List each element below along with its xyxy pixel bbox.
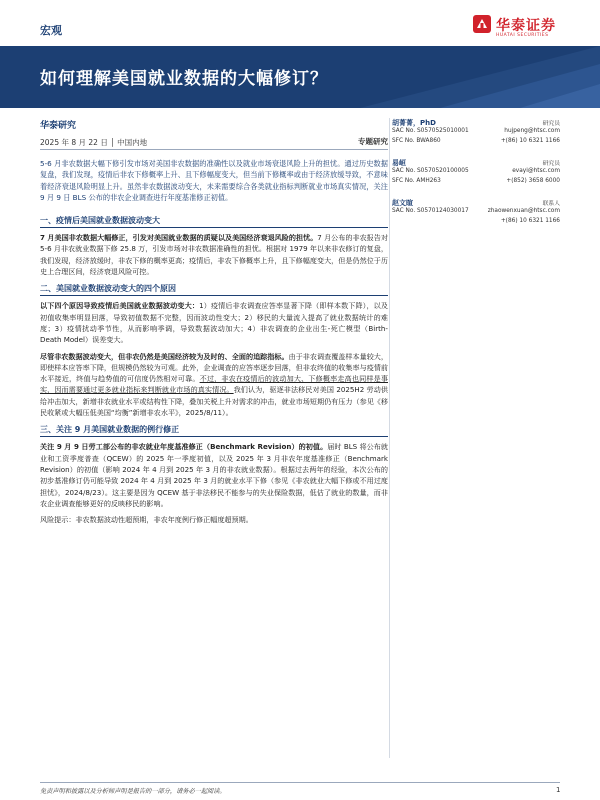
analyst-name-row (392, 198, 560, 208)
analyst-phone: +(852) 3658 6000 (506, 178, 560, 184)
analyst-email[interactable]: evayi@htsc.com (512, 168, 560, 174)
analyst-name: 赵文暄 (392, 199, 413, 207)
analyst-sac-row (392, 208, 560, 218)
analyst-sfc-row (392, 138, 560, 148)
section-2-body: 1）疫情后非农调查应答率显著下降（即样本数下降），以及初值收集率明显回落，导致初值数据不完整，因而波动性变大；2）移民的大量流入提高了就业数据统计的难度；3）疫情扰动季节性，从而影响季调，导致数据波动加大；4）非农调查的企业出生-死亡模型（Birth-Death Model）误差变大。 (40, 301, 388, 345)
analyst-name-row (392, 118, 560, 128)
analyst-sac-row (392, 168, 560, 178)
section-2b-body-underlined: 不过，非农在疫情后的波动加大、下修概率走高也同样是事实，因而需要通过更多就业指标来判断就业市场的真实情况。 (40, 374, 389, 395)
report-type: 专题研究 (358, 137, 388, 146)
analyst-role: 研究员 (542, 161, 560, 167)
logo-text-en: HUATAI SECURITIES (496, 33, 549, 38)
section-1-body: 7 月公布的非农报告对 5-6 月非农就业数据下修 25.8 万，引发市场对非农数据准确性的担忧。根据对 1979 年以来非农修订的复盘，我们发现，经济放缓时，非农下修的概率更高；疫情后，非农下修概率上升，且下修幅度变大，但是仍然位于历史上合理区间，经济衰退风险可控。 (40, 233, 388, 277)
page-title: 如何理解美国就业数据的大幅修订？ (40, 69, 328, 89)
analyst-sac-row (392, 128, 560, 138)
analyst-sidebar (392, 118, 560, 238)
section-2b-paragraph (40, 351, 388, 419)
main-content (40, 118, 388, 525)
analyst-sfc-row (392, 178, 560, 188)
column-divider (389, 118, 390, 758)
analyst-sac: SAC No. S0570520100005 (392, 168, 469, 174)
analyst-sfc: SFC No. BWA860 (392, 138, 441, 144)
section-2b-body-a: 由于非农调查覆盖样本量较大，即使样本应答率下降，但规模仍然较为可观。此外，企业调查的应答率逐步回落，但非农终值的收集率与疫情前水平接近，终值与趋势值的可信度仍然相对可靠。 (40, 351, 388, 384)
analyst-card (392, 158, 560, 188)
section-2b-lead: 尽管非农数据波动变大，但非农仍然是美国经济较为及时的、全面的追踪指标。 (40, 351, 289, 361)
section-1-lead: 7 月美国非农数据大幅修正，引发对美国就业数据的质疑以及美国经济衰退风险的担忧。 (40, 233, 318, 243)
analyst-email[interactable]: hujpeng@htsc.com (504, 128, 560, 134)
section-1-paragraph (40, 232, 388, 277)
section-heading-3: 三、关注 9 月美国就业数据的例行修正 (40, 424, 388, 437)
analyst-phone: +(86) 10 6321 1166 (500, 218, 560, 224)
logo-text-cn: 华泰证券 (496, 18, 556, 34)
analyst-sfc: SFC No. AMH263 (392, 178, 441, 184)
risk-warning: 风险提示：非农数据波动性超预期，非农年度例行修正幅度超预期。 (40, 515, 253, 525)
section-3-body: 届时 BLS 将公布就业和工资季度普查（QCEW）的 2025 年一季度初值，以及 2025 年 3 月非农年度基准修正（Benchmark Revision）的初值（影响 2024 年 4 月到 2025 年 3 月的非农就业数据）。根据过去两年的经验，本次公布的初步基准修订仍可能导致 2024 年 4 月到 2025 年 3 月的就业水平下修（参见《非农就业大幅下修或不用过度担忧》，2024/8/23）。这主要是因为 QCEW 基于非法移民不能参与的失业保险数据，低估了就业的数量，而非农企业调查能够更好的反映移民的影响。 (40, 442, 388, 508)
analyst-sac: SAC No. S0570124030017 (392, 208, 469, 214)
company-logo (472, 14, 582, 40)
analyst-phone: +(86) 10 6321 1166 (500, 138, 560, 144)
analyst-name: 胡菁菁，PhD (392, 119, 436, 127)
analyst-role: 研究员 (542, 121, 560, 127)
report-date: 2025 年 8 月 22 日 │ 中国内地 (40, 138, 148, 147)
analyst-sac: SAC No. S0570525010001 (392, 128, 469, 134)
analyst-email[interactable]: zhaowenxuan@htsc.com (487, 208, 560, 214)
report-category: 宏观 (40, 24, 62, 37)
section-heading-2: 二、美国就业数据波动变大的四个原因 (40, 283, 388, 296)
section-heading-1: 一、疫情后美国就业数据波动变大 (40, 215, 388, 228)
section-2b-body-b: 我们认为，驱逐非法移民对美国 2025H2 劳动供给冲击加大，新增非农就业水平或结构性下降，叠加关税上升对需求的冲击，就业市场短期仍有压力（参见《移民收紧或大幅压低美国“均衡”新增非农水平》，2025/8/11）。 (40, 385, 388, 418)
analyst-role: 联系人 (542, 201, 560, 207)
date-row (40, 134, 388, 150)
research-label: 华泰研究 (40, 121, 77, 131)
analyst-name: 易峘 (392, 159, 406, 167)
analyst-card (392, 118, 560, 148)
summary-paragraph: 5-6 月非农数据大幅下修引发市场对美国非农数据的准确性以及就业市场衰退风险上升的担忧。通过历史数据复盘，我们发现，疫情后非农下修概率上升、且下修幅度变大，但当前下修概率或由于经济放缓导致，不意味着经济衰退风险明显上升。虽然非农数据波动变大，未来需要综合各类就业指标判断就业市场真实情况，关注 9 月 9 日 BLS 公布的非农企业调查进行年度基准修正初值。 (40, 159, 388, 202)
section-3-paragraph (40, 441, 388, 509)
analyst-name-row (392, 158, 560, 168)
top-bar (0, 0, 600, 46)
page-number: 1 (556, 786, 561, 794)
logo-mark-icon (472, 14, 492, 34)
footer-disclaimer: 免责声明和披露以及分析师声明是报告的一部分，请务必一起阅读。 (40, 788, 226, 795)
section-2-lead: 以下四个原因导致疫情后美国就业数据波动变大： (40, 301, 200, 311)
analyst-phone-row (392, 218, 560, 228)
section-3-lead: 关注 9 月 9 日劳工部公布的非农就业年度基准修正（Benchmark Revision）的初值。 (40, 442, 328, 452)
section-2-paragraph (40, 300, 388, 345)
analyst-card (392, 198, 560, 228)
footer-divider (40, 782, 560, 783)
title-banner (0, 46, 600, 108)
